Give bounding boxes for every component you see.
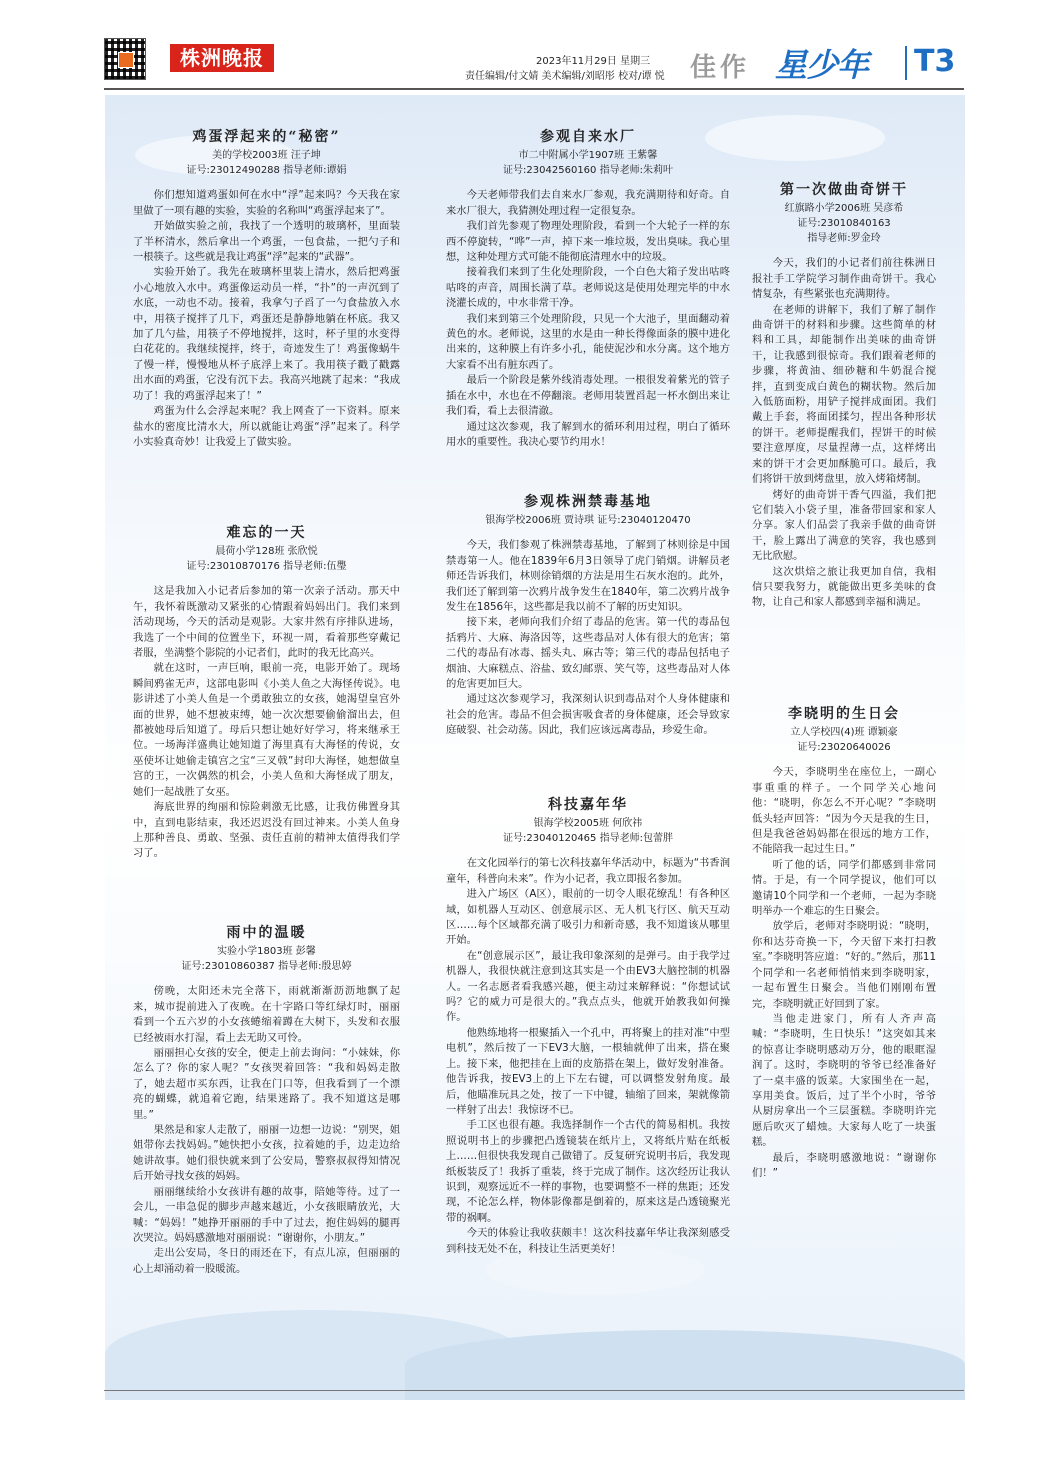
article-paragraph: 当他走进家门，所有人齐声高喊：“李晓明，生日快乐！”这突如其来的惊喜让李晓明感动万分，他的眼眶湿润了。这时，李晓明的爷爷已经准备好了一桌丰盛的饭菜。大家围坐在一起，享用美食。饭后，过了半个小时，爷爷从厨房拿出一个三层蛋糕。李晓明许完愿后吹灭了蜡烛。大家每人吃了一块蛋糕。 [752, 1012, 936, 1149]
article-paragraph: 在文化园举行的第七次科技嘉年华活动中，标题为“书香润童年，科普向未来”。作为小记者，我立即报名参加。 [446, 857, 730, 885]
article-paragraph: 海底世界的绚丽和惊险刺激无比感，让我仿佛置身其中，直到电影结束，我还迟迟没有回过神来。小美人鱼身上那种善良、勇敢、坚强、责任直前的精神太值得我们学习了。 [133, 801, 400, 860]
article-paragraph: 最后，李晓明感激地说：“谢谢你们！” [752, 1151, 936, 1179]
article-byline: 实验小学1803班 彭馨 [217, 946, 316, 958]
article-paragraph: 傍晚，太阳还未完全落下，雨就渐渐沥沥地飘了起来，城市提前进入了夜晚。在十字路口等红绿灯时，丽丽看到一个五六岁的小女孩蜷缩着蹲在大树下，头发和衣服已经被雨水打湿，看上去无助又可怜。 [133, 985, 400, 1044]
article-title: 雨中的温暖 [226, 925, 307, 941]
article-drug-base [446, 495, 730, 739]
date-line: 2023年11月29日 星期三 [536, 56, 651, 67]
article-cert: 证号:23040120465 指导老师:包蕾胖 [503, 833, 673, 845]
article-memorable-day [133, 526, 400, 862]
column-name: 佳作 [690, 53, 751, 83]
article-title: 李晓明的生日会 [788, 706, 900, 722]
article-paragraph: 鸡蛋为什么会浮起来呢？我上网查了一下资料。原来盐水的密度比清水大，所以就能让鸡蛋“浮”起来了。科学小实验真奇妙！让我爱上了做实验。 [133, 405, 400, 448]
article-cert: 证号:23012490288 指导老师:谭娟 [186, 165, 347, 177]
article-byline: 立人学校四(4)班 谭颖豪 [790, 727, 898, 739]
article-paragraph: 实验开始了。我先在玻璃杯里装上清水，然后把鸡蛋小心地放入水中。鸡蛋像运动员一样，“扑”的一声沉到了水底，一动也不动。接着，我拿勺子舀了一勺食盐放入水中，用筷子搅拌了几下，鸡蛋还是静静地躺在杯底。我又加了几勺盐，用筷子不停地搅拌，这时，杯子里的水变得白花花的。我继续搅拌，终于，奇迹发生了！鸡蛋像蜗牛了慢一样，慢慢地从杯子底浮上来了。我用筷子戳了戳露出水面的鸡蛋，它没有沉下去。我高兴地跳了起来：“我成功了！我的鸡蛋浮起来了！” [133, 266, 400, 402]
article-paragraph: 我们首先参观了物理处理阶段，看到一个大轮子一样的东西不停旋转，“哗”一声，掉下来一堆垃圾，发出臭味。我心里想，这种处理方式可能不能彻底清理水中的垃圾。 [446, 220, 730, 264]
article-cookies [752, 183, 936, 611]
article-paragraph: 今天，我们的小记者们前往株洲日报社手工学院学习制作曲奇饼干。我心情复杂，有些紧张也充满期待。 [752, 257, 936, 301]
article-paragraph: 烤好的曲奇饼干香气四溢，我们把它们装入小袋子里，准备带回家和家人分享。家人们品尝了我亲手做的曲奇饼干，脸上露出了满意的笑容，我也感到无比欣慰。 [752, 488, 936, 563]
footer-rule [104, 1390, 964, 1391]
article-paragraph: 在老师的讲解下，我们了解了制作曲奇饼干的材料和步骤。这些简单的材料和工具，却能制作出美味的曲奇饼干，让我感到很惊奇。我们跟着老师的步骤，将黄油、细砂糖和牛奶混合搅拌，直到变成白黄色的糊状物。然后加入低筋面粉，用铲子搅拌成面团。我们戴上手套，将面团揉匀，捏出各种形状的饼干。老师提醒我们，捏饼干的时候要注意厚度，尽量捏薄一点，这样烤出来的饼干才会更加酥脆可口。最后，我们将饼干放到烤盘里，放入烤箱烤制。 [752, 303, 936, 486]
article-paragraph: 接下来，老师向我们介绍了毒品的危害。第一代的毒品包括鸦片、大麻、海洛因等，这些毒品对人体有很大的危害；第二代的毒品有冰毒、摇头丸、麻古等；第三代的毒品包括电子烟油、大麻糕点、浴盐、致幻邮票、笑气等，这些毒品对人体的危害更加巨大。 [446, 616, 730, 691]
article-paragraph: 今天的体验让我收获颇丰！这次科技嘉年华让我深刻感受到科技无处不在，科技让生活更美好！ [446, 1227, 730, 1255]
article-cert: 证号:23042560160 指导老师:朱莉叶 [503, 165, 673, 177]
article-paragraph: 今天老师带我们去自来水厂参观，我充满期待和好奇。自来水厂很大，我猜测处理过程一定很复杂。 [446, 189, 730, 217]
article-title: 第一次做曲奇饼干 [780, 182, 908, 198]
article-byline: 美的学校2003班 汪子坤 [212, 150, 321, 162]
article-paragraph: 进入广场区（A区），眼前的一切令人眼花缭乱！有各种区域，如机器人互动区、创意展示区、无人机飞行区、航天互动区……每个区域都充满了吸引力和新奇感，我不知道该从哪里开始。 [446, 888, 730, 947]
article-paragraph: 今天，我们参观了株洲禁毒基地，了解到了林则徐是中国禁毒第一人。他在1839年6月3日领导了虎门销烟。讲解员老师还告诉我们，林则徐销烟的方法是用生石灰水泡的。此外，我们还了解到第一次鸦片战争发生在1840年，第二次鸦片战争发生在1856年，这些都是我以前不了解的历史知识。 [446, 539, 730, 614]
article-paragraph: 听了他的话，同学们都感到非常同情。于是，有一个同学提议，他们可以邀请10个同学和一个老师，一起为李晓明举办一个难忘的生日聚会。 [752, 858, 936, 918]
article-title: 鸡蛋浮起来的“秘密” [192, 129, 341, 145]
masthead-logo: 株洲晚报 [170, 44, 274, 72]
article-title: 难忘的一天 [226, 525, 307, 541]
brand-logo: 星少年 [775, 46, 869, 84]
article-byline: 晨荷小学128班 张欣悦 [215, 546, 318, 558]
article-teacher: 指导老师:罗金玲 [807, 233, 881, 245]
article-paragraph: 我们来到第三个处理阶段，只见一个大池子，里面翻动着黄色的水。老师说，这里的水是由一种长得像面条的膜中进化出来的，这种膜上有许多小孔，能使泥沙和水分离。这个地方大家看不出有脏东西了。 [446, 312, 730, 371]
article-byline: 银海学校2006班 贾诗琪 [485, 515, 595, 527]
brand-divider [905, 46, 907, 80]
article-title: 参观株洲禁毒基地 [524, 494, 652, 510]
article-paragraph: 最后一个阶段是紫外线消毒处理。一根很发着紫光的管子插在水中，水也在不停翻滚。老师用装置舀起一杯水倒出来让我们看，看上去很清澈。 [446, 374, 730, 418]
article-paragraph: 丽丽继续给小女孩讲有趣的故事，陪她等待。过了一会儿，一串急促的脚步声越来越近，小女孩眼睛放光，大喊：“妈妈！”她挣开丽丽的手中了过去，抱住妈妈的腿再次哭泣。妈妈感激地对丽丽说：“谢谢你，小朋友。” [133, 1185, 400, 1244]
article-paragraph: 丽丽担心女孩的安全，便走上前去询问：“小妹妹，你怎么了？你的家人呢？”女孩哭着回答：“我和妈妈走散了，她去超市买东西，让我在门口等，但我看到了一个漂亮的蝴蝶，就追着它跑，结果迷路了。我不知道这是哪里。” [133, 1047, 400, 1121]
article-paragraph: 果然是和家人走散了，丽丽一边想一边说：“别哭，姐姐带你去找妈妈。”她快把小女孩，拉着她的手，边走边给她讲故事。她们很快就来到了公安局，警察叔叔得知情况后开始寻找女孩的妈妈。 [133, 1124, 400, 1183]
article-paragraph: 通过这次参观，我了解到水的循环利用过程，明白了循环用水的重要性。我决心要节约用水！ [446, 420, 730, 448]
article-byline: 市二中附属小学1907班 王紫馨 [518, 150, 658, 162]
article-title: 参观自来水厂 [540, 129, 636, 145]
article-paragraph: 这是我加入小记者后参加的第一次亲子活动。那天中午，我怀着既激动又紧张的心情跟着妈妈出门。我们来到活动现场，今天的活动是观影。大家井然有序排队进场，我选了一个中间的位置坐下，环视一周，看着那些穿戴记者服，坐满整个影院的小记者们，此时的我无比高兴。 [133, 585, 400, 660]
article-cert: 证号:23040120470 [597, 515, 691, 527]
article-paragraph: 你们想知道鸡蛋如何在水中“浮”起来吗？今天我在家里做了一项有趣的实验，实验的名称叫“鸡蛋浮起来了”。 [133, 189, 400, 217]
article-paragraph: 走出公安局，冬日的雨还在下，有点儿凉，但丽丽的心上却涌动着一股暖流。 [133, 1247, 400, 1275]
article-paragraph: 通过这次参观学习，我深刻认识到毒品对个人身体健康和社会的危害。毒品不但会损害吸食者的身体健康，还会导致家庭破裂、社会动荡。因此，我们应该远离毒品，珍爱生命。 [446, 693, 730, 737]
article-paragraph: 就在这时，一声巨响，眼前一亮，电影开始了。现场瞬间鸦雀无声，这部电影叫《小美人鱼之大海怪传说》。电影讲述了小美人鱼是一个勇敢独立的女孩，她渴望皇宫外面的世界，她不想被束缚，她一次次想要偷偷溜出去，但都被她母后知道了。母后只想让她好好学习，将来继承王位。一场海洋盛典让她知道了海里真有大海怪的传说，女巫使坏让她偷走镇宫之宝“三叉戟”封印大海怪，她想做皇宫的王，一次偶然的机会，小美人鱼和大海怪成了朋友，她们一起战胜了女巫。 [133, 662, 400, 798]
article-cert: 证号:23010860387 指导老师:殷思婷 [181, 961, 352, 973]
article-cert: 证号:23020640026 [797, 742, 891, 754]
article-paragraph: 这次烘焙之旅让我更加自信，我相信只要我努力，就能做出更多美味的食物，让自己和家人都感到幸福和满足。 [752, 565, 936, 609]
page-number: T3 [914, 44, 956, 79]
article-birthday-party [752, 707, 936, 1181]
article-paragraph: 他熟练地将一根聚插入一个孔中，再将聚上的挂对准“中型电机”，然后按了一下EV3大脑，一根轴就伸了出来，搭在聚上。接下来，他把挂在上面的皮筋搭在架上，做好发射准备。他告诉我，按EV3上的上下左右键，可以调整发射角度。最后，他瞄准玩具之处，按了一下中键，轴缩了回来，架就像箭一样射了出去！我惊讶不已。 [446, 1026, 730, 1116]
article-paragraph: 开始做实验之前，我找了一个透明的玻璃杯，里面装了半杯清水，然后拿出一个鸡蛋，一包食盐，一把勺子和一根筷子。这些就是我让鸡蛋“浮”起来的“武器”。 [133, 220, 400, 264]
article-water-plant [446, 130, 730, 450]
article-paragraph: 今天，李晓明坐在座位上，一副心事重重的样子。一个同学关心地问他：“晓明，你怎么不开心呢？”李晓明低头轻声回答：“因为今天是我的生日，但是我爸爸妈妈都在很远的地方工作，不能陪我一起过生日。” [752, 766, 936, 856]
article-paragraph: 在“创意展示区”，最让我印象深刻的是弹弓。由于我学过机器人，我很快就注意到这其实是一个由EV3大脑控制的机器人。一名志愿者看我感兴趣，便主动过来解释说：“你想试试吗？它的威力可是很大的。”我点点头，他就开始教我如何操作。 [446, 949, 730, 1024]
header-rule [104, 88, 964, 90]
article-paragraph: 放学后，老师对李晓明说：“晓明，你和达芬奇换一下，今天留下来打扫教室。”李晓明答应道：“好的。”然后，那11个同学和一名老师悄悄来到李晓明家，一起布置生日聚会。当他们刚刚布置完，李晓明就正好回到了家。 [752, 920, 936, 1010]
article-paragraph: 接着我们来到了生化处理阶段，一个白色大箱子发出咕咚咕咚的声音，周围长满了草。老师说这是使用处理完毕的中水浇灌长成的，中水非常干净。 [446, 266, 730, 310]
article-byline: 银海学校2005班 何欣祎 [533, 818, 643, 830]
article-tech-carnival [446, 798, 730, 1257]
article-cert: 证号:23010840163 [797, 218, 891, 230]
article-egg-float [133, 130, 400, 450]
article-paragraph: 手工区也很有趣。我选择制作一个古代的简易相机。我按照说明书上的步骤把凸透镜装在纸片上，又将纸片贴在纸板上……但很快我发现自己做错了。反复研究说明书后，我发现纸板装反了！我拆了重装，终于完成了制作。这次经历让我认识到，观察远近不一样的事物，也要调整不一样的焦距；还发现，不论怎么样，物体影像都是倒着的，原来这是凸透镜聚光带的祸啊。 [446, 1119, 730, 1224]
article-cert: 证号:23010870176 指导老师:伍璺 [186, 561, 347, 573]
article-byline: 红旗路小学2006班 吴彦希 [784, 203, 904, 215]
article-title: 科技嘉年华 [548, 797, 628, 813]
article-warmth-in-rain [133, 926, 400, 1277]
editor-line: 责任编辑/付文婧 美术编辑/刘昭彤 校对/谭 悦 [465, 71, 665, 82]
qr-code[interactable] [104, 38, 146, 80]
